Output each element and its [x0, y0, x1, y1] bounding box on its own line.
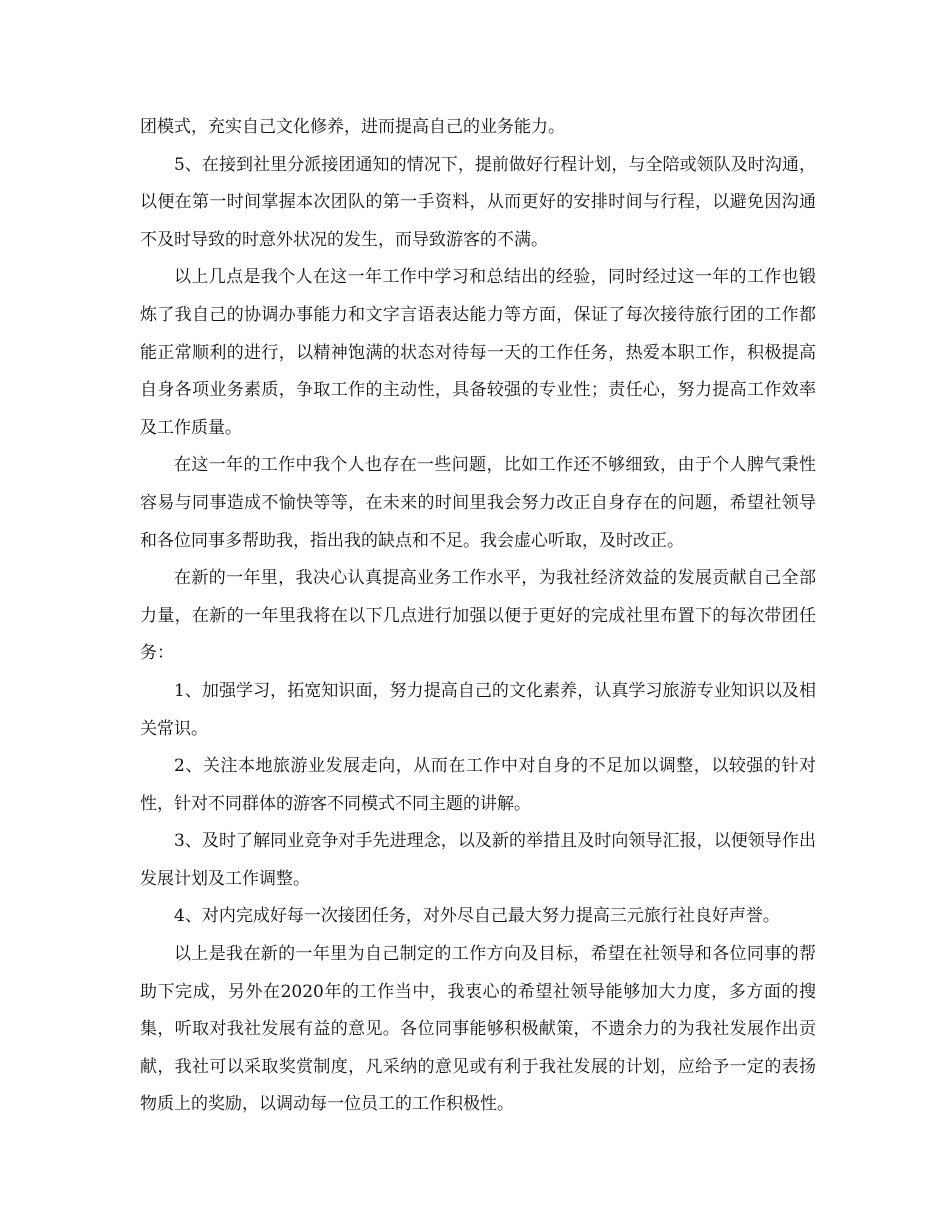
paragraph-conclusion: 以上是我在新的一年里为自己制定的工作方向及目标，希望在社领导和各位同事的帮助下完成，另外在2020年的工作当中，我衷心的希望社领导能够加大力度，多方面的搜集，听取对我社发展有益的意见。各位同事能够积极献策，不遗余力的为我社发展作出贡献，我社可以采取奖赏制度，凡采纳的意见或有利于我社发展的计划，应给予一定的表扬物质上的奖励，以调动每一位员工的工作积极性。: [140, 944, 816, 1115]
paragraph-plan-item-4: 4、对内完成好每一次接团任务，对外尽自己最大努力提高三元旅行社良好声誉。: [174, 906, 780, 927]
paragraph-item-5: 5、在接到社里分派接团通知的情况下，提前做好行程计划，与全陪或领队及时沟通，以便在第一时间掌握本次团队的第一手资料，从而更好的安排时间与行程，以避免因沟通不及时导致的时意外状况的发生，而导致游客的不满。: [140, 154, 816, 250]
paragraph-problems: 在这一年的工作中我个人也存在一些问题，比如工作还不够细致，由于个人脾气秉性容易与同事造成不愉快等等，在未来的时间里我会努力改正自身存在的问题，希望社领导和各位同事多帮助我，指出我的缺点和不足。我会虚心听取，及时改正。: [140, 455, 816, 551]
paragraph-plan-item-2: 2、关注本地旅游业发展走向，从而在工作中对自身的不足加以调整，以较强的针对性，针对不同群体的游客不同模式不同主题的讲解。: [140, 756, 816, 814]
paragraph-plan-item-1: 1、加强学习，拓宽知识面，努力提高自己的文化素养，认真学习旅游专业知识以及相关常识。: [140, 680, 816, 739]
paragraph-plan-item-3: 3、及时了解同业竞争对手先进理念，以及新的举措且及时向领导汇报，以便领导作出发展计划及工作调整。: [140, 831, 816, 889]
paragraph-experience-summary: 以上几点是我个人在这一年工作中学习和总结出的经验，同时经过这一年的工作也锻炼了我自己的协调办事能力和文字言语表达能力等方面，保证了每次接待旅行团的工作都能正常顺利的进行，以精神饱满的状态对待每一天的工作任务，热爱本职工作，积极提高自身各项业务素质，争取工作的主动性，具备较强的专业性；责任心，努力提高工作效率及工作质量。: [140, 267, 816, 438]
document-page: [140, 109, 816, 1124]
paragraph-new-year-plan: 在新的一年里，我决心认真提高业务工作水平，为我社经济效益的发展贡献自己全部力量，在新的一年里我将在以下几点进行加强以便于更好的完成社里布置下的每次带团任务：: [140, 568, 816, 664]
paragraph-continuation: 团模式，充实自己文化修养，进而提高自己的业务能力。: [140, 117, 565, 137]
